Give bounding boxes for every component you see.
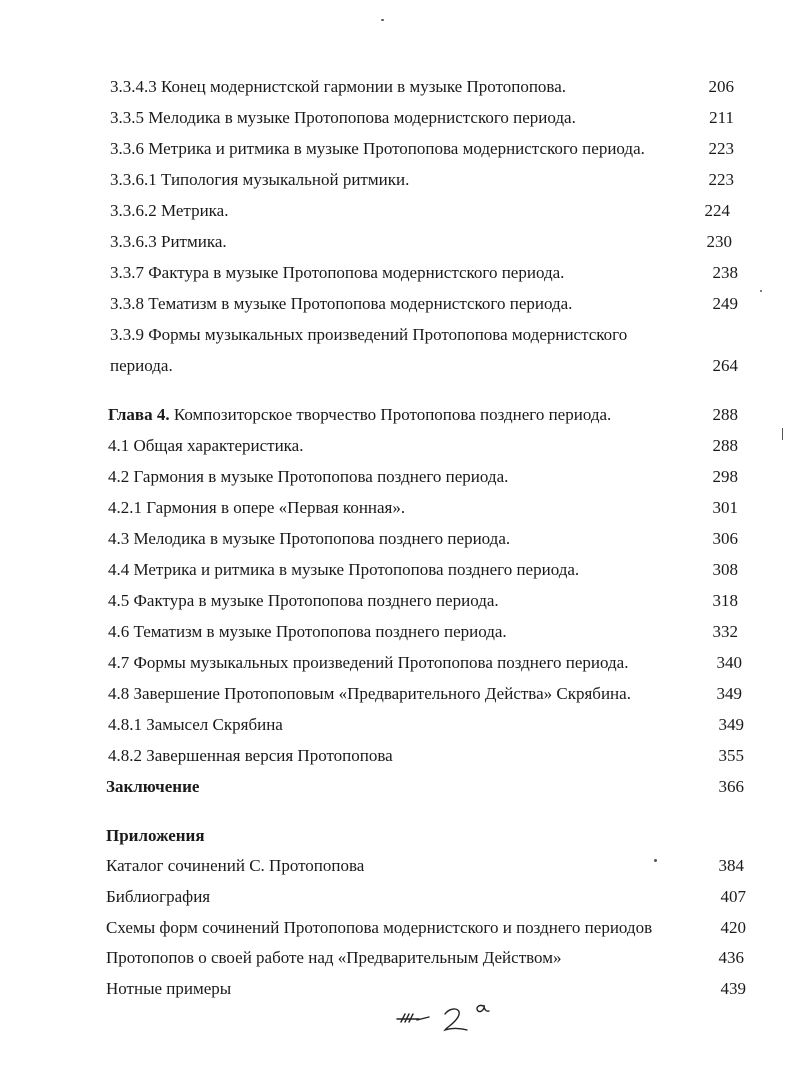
toc-entry-page: 288 — [712, 436, 738, 455]
chapter-title: Композиторское творчество Протопопова позднего периода. — [169, 405, 612, 424]
chapter-page: 288 — [712, 405, 738, 424]
toc-entry-page: 349 — [716, 684, 742, 703]
appendix-entry-page: 384 — [718, 856, 744, 875]
toc-entry-page: 306 — [712, 529, 738, 548]
appendix-entry-text: Библиография — [106, 887, 211, 906]
toc-entry-page: 318 — [712, 591, 738, 610]
toc-entry-text: 4.8.1 Замысел Скрябина — [108, 715, 283, 734]
toc-entry-text: 3.3.6 Метрика и ритмика в музыке Протопопова модернистского периода. — [110, 139, 645, 158]
scan-speck — [381, 19, 384, 21]
toc-entry-text: 4.6 Тематизм в музыке Протопопова позднего периода. — [108, 622, 507, 641]
appendix-entry-text: Нотные примеры — [106, 979, 232, 998]
conclusion-heading: Заключение — [106, 777, 200, 796]
toc-entry-text: 4.1 Общая характеристика. — [108, 436, 304, 455]
toc-entry-page: 224 — [704, 201, 730, 220]
appendix-entry-page: 439 — [720, 979, 746, 998]
toc-entry-text: 3.3.6.2 Метрика. — [110, 201, 229, 220]
toc-entry-text: 3.3.4.3 Конец модернистской гармонии в музыке Протопопова. — [110, 77, 567, 96]
toc-entry-page: 355 — [718, 746, 744, 765]
appendix-entry-page: 420 — [720, 918, 746, 937]
toc-entry-text: 4.3 Мелодика в музыке Протопопова позднего периода. — [108, 529, 511, 548]
toc-entry-text: 3.3.9 Формы музыкальных произведений Протопопова модернистского — [110, 325, 628, 344]
chapter-label: Глава 4. — [108, 405, 170, 424]
toc-entry-page: 332 — [712, 622, 738, 641]
handwritten-page-mark — [395, 1000, 505, 1040]
toc-entry-text: 4.2.1 Гармония в опере «Первая конная». — [108, 498, 406, 517]
toc-entry-text: 4.7 Формы музыкальных произведений Протопопова позднего периода. — [108, 653, 629, 672]
toc-entry-page: 340 — [716, 653, 742, 672]
appendix-heading: Приложения — [106, 826, 205, 845]
toc-entry-text: 3.3.5 Мелодика в музыке Протопопова модернистского периода. — [110, 108, 576, 127]
toc-entry-text: 4.8.2 Завершенная версия Протопопова — [108, 746, 393, 765]
toc-entry-text: 3.3.8 Тематизм в музыке Протопопова модернистского периода. — [110, 294, 573, 313]
toc-entry-page: 206 — [708, 77, 734, 96]
appendix-entry-page: 407 — [720, 887, 746, 906]
toc-entry-page: 298 — [712, 467, 738, 486]
appendix-entry-text: Протопопов о своей работе над «Предварительным Действом» — [106, 948, 562, 967]
scan-speck — [654, 859, 657, 862]
toc-entry-text: 4.5 Фактура в музыке Протопопова позднего периода. — [108, 591, 499, 610]
toc-entry-page: 308 — [712, 560, 738, 579]
toc-entry-page: 211 — [709, 108, 734, 127]
appendix-entry-page: 436 — [718, 948, 744, 967]
toc-entry-text: 3.3.6.1 Типология музыкальной ритмики. — [110, 170, 410, 189]
scan-speck — [782, 428, 783, 440]
toc-entry-text: 3.3.7 Фактура в музыке Протопопова модернистского периода. — [110, 263, 565, 282]
toc-entry-page: 349 — [718, 715, 744, 734]
appendix-entry-text: Схемы форм сочинений Протопопова модернистского и позднего периодов — [106, 918, 653, 937]
toc-entry-text: 4.2 Гармония в музыке Протопопова позднего периода. — [108, 467, 509, 486]
scan-speck — [760, 290, 762, 292]
toc-entry-text: 3.3.6.3 Ритмика. — [110, 232, 227, 251]
toc-entry-text: 4.8 Завершение Протопоповым «Предварительного Действа» Скрябина. — [108, 684, 631, 703]
toc-entry-text: периода. — [110, 356, 173, 375]
toc-entry-page: 264 — [712, 356, 738, 375]
appendix-entry-text: Каталог сочинений С. Протопопова — [106, 856, 365, 875]
toc-entry-page: 223 — [708, 170, 734, 189]
chapter-heading — [108, 405, 611, 425]
toc-entry-page: 249 — [712, 294, 738, 313]
toc-entry-page: 230 — [706, 232, 732, 251]
toc-entry-page: 301 — [712, 498, 738, 517]
conclusion-page: 366 — [718, 777, 744, 796]
toc-entry-text: 4.4 Метрика и ритмика в музыке Протопопова позднего периода. — [108, 560, 580, 579]
toc-entry-page: 238 — [712, 263, 738, 282]
toc-entry-page: 223 — [708, 139, 734, 158]
